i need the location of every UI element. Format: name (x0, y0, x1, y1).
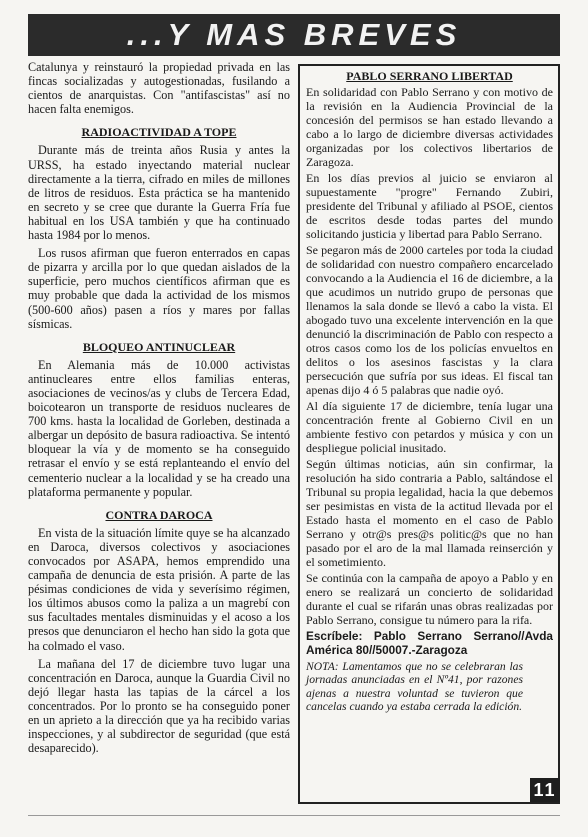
page-number: 11 (530, 778, 560, 802)
intro-paragraph: Catalunya y reinstauró la propiedad privada en las fincas socializadas y autogestionadas, fusilando a cientos de anarquistas. Con "antifascistas" así no hacen falta enemigos. (28, 60, 290, 117)
article-heading-radioactividad: RADIOACTIVIDAD A TOPE (81, 125, 237, 140)
editorial-note: NOTA: Lamentamos que no se celebraran las jornadas anunciadas en el Nº41, por razones ajenas a nuestra voluntad se tuvieron que cancelas cuando ya estaba cerrada la edición. (306, 660, 523, 714)
left-column (28, 60, 290, 795)
article-heading-pablo-serrano: PABLO SERRANO LIBERTAD (346, 69, 513, 83)
article-paragraph: Durante más de treinta años Rusia y antes la URSS, ha estado inyectando material nuclear directamente a la tierra, cifrado en miles de millones de litros de residuos. Esta práctica se ha mantenido en secreto y se cree que durante la Guerra Fría fue habitual en los USA también y que ha continuado hasta 1984 por lo menos. (28, 143, 290, 243)
article-paragraph: Al día siguiente 17 de diciembre, tenía lugar una concentración frente al Gobierno Civil en un ambiente festivo con petardos y música y con un despliegue policial inusitado. (306, 399, 553, 455)
article-paragraph: En los días previos al juicio se enviaron al supuestamente "progre" Fernando Zubiri, presidente del Tribunal y afiliado al PSOE, cientos de escritos desde todas partes del mundo solicitando justicia y libertad para Pablo Serrano. (306, 171, 553, 241)
article-heading-bloqueo: BLOQUEO ANTINUCLEAR (82, 339, 236, 354)
article-paragraph: Los rusos afirman que fueron enterrados en capas de pizarra y arcilla por lo que quedan aislados de la superficie, pero muchos científicos afirman que es muy probable que dada la actividad de los mismos (500-600 años) pasen a ríos y mares por fallas sísmicas. (28, 246, 290, 331)
article-paragraph: En Alemania más de 10.000 activistas antinucleares entre ellos familias enteras, asociaciones de vecinos/as y clubs de Tercera Edad, boicotearon un transporte de residuos nucleares de 700 kms. hasta la localidad de Gorleben, destinada a albergar un depósito de basura radioactiva. Se intentó bloquear la vía y de momento se ha conseguido retrasar el envío y se está replanteando el envío del cementerio nuclear a la localidad y se ha creado una plataforma permanente y popular. (28, 357, 290, 499)
contact-address: Escríbele: Pablo Serrano Serrano//Avda América 80//50007.-Zaragoza (306, 629, 553, 657)
article-paragraph: Según últimas noticias, aún sin confirmar, la resolución ha sido contraria a Pablo, saltándose el Tribunal su propia legalidad, hacia la que debemos ser pesimistas en vista de la actitud llevada por el Estado hasta el momento en el caso de Pablo Serrano y otr@s pres@s politic@s que no han pasado por el aro de la mal llamada reinserción y el sometimiento. (306, 457, 553, 569)
section-banner (28, 14, 560, 56)
article-heading-daroca: CONTRA DAROCA (105, 507, 213, 522)
article-paragraph: Se pegaron más de 2000 carteles por toda la ciudad de solidaridad con nuestro compañero encarcelado convocando a la Audiencia el 16 de diciembre, a la que acudimos un nutrido grupo de personas que llenamos la sala donde se llevó a cabo la vista. El abogado tuvo una excelente intervención en la que denunció la discriminación de Pablo con respecto a otros casos como los de los policías envueltos en delitos o los asesinos fascistas y la clara persecución que sufría por sus ideas. El fiscal tan apenas dijo 4 ó 5 palabras que nadie oyó. (306, 243, 553, 397)
article-paragraph: En solidaridad con Pablo Serrano y con motivo de la revisión en la Audiencia Provincial de la concesión del permisos se han estado llevando a cabo a lo largo de diciembre diversas actividades organizadas por los colectivos libertarios de Zaragoza. (306, 85, 553, 169)
section-title: ...Y MAS BREVES (126, 17, 462, 52)
article-paragraph: La mañana del 17 de diciembre tuvo lugar una concentración en Daroca, aunque la Guardia Civil no dejó llegar hasta las tapias de la cárcel a los concentrados. Por lo pronto se ha conseguido poner en un aprieto a la dirección que ya ha recibido varias inspecciones, y al subdirector de seguridad (que está desaparecido). (28, 656, 290, 756)
bottom-divider (28, 815, 560, 816)
article-paragraph: Se continúa con la campaña de apoyo a Pablo y en enero se realizará un concierto de solidaridad durante el cual se rifarán unas obras realizadas por Pablo Serrano, consigue tu número para la rifa. (306, 571, 553, 627)
article-paragraph: En vista de la situación límite quye se ha alcanzado en Daroca, diversos colectivos y asociaciones convocados por ASAPA, hemos emprendido una campaña de denuncia de esta prisión. A parte de las pésimas condiciones de vida y severísimo régimen, los últimos abusos como la paliza a un magrebí con sus facultades mentales disminuidas y el acoso a los presos que denunciaron el hecho han sido la gota que ha colmado el vaso. (28, 525, 290, 653)
boxed-article-pablo-serrano (298, 64, 560, 804)
